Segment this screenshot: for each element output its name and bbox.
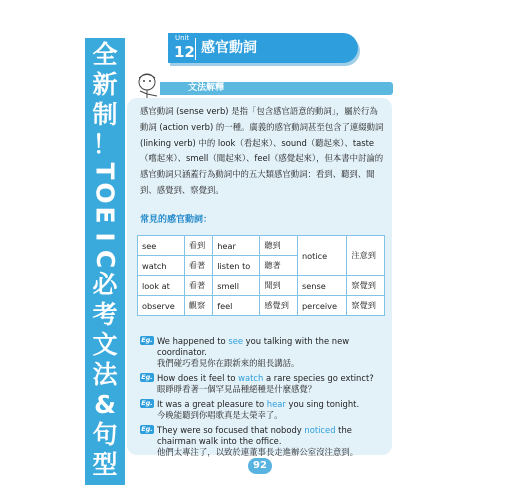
table-cell: 聽到 [260, 236, 298, 256]
table-cell: smell [213, 276, 260, 296]
eg-badge: Eg. [141, 399, 153, 407]
example-item [140, 425, 390, 458]
explanation-paragraph [140, 104, 385, 199]
side-title-char: 句 [92, 420, 118, 449]
table-cell: 察覺到 [347, 276, 385, 296]
table-cell: listen to [213, 256, 260, 276]
table-cell: observe [138, 296, 185, 316]
example-text: a rare species go extinct? [263, 373, 374, 383]
side-book-title [85, 40, 125, 480]
example-chinese: 我們碰巧看見你在跟新來的組長講話。 [157, 358, 300, 368]
example-item [140, 373, 390, 395]
side-title-char: 必 [92, 270, 118, 299]
table-cell: 注意到 [347, 236, 385, 276]
example-english [157, 336, 390, 358]
highlight-verb: noticed [304, 425, 336, 435]
eg-badge: Eg. [141, 373, 153, 381]
example-english [157, 399, 390, 410]
sense-verb-table [137, 235, 385, 316]
eg-badge: Eg. [141, 336, 153, 344]
table-cell: 聽著 [260, 256, 298, 276]
example-item [140, 336, 390, 369]
section-label: 文法解釋 [188, 83, 225, 93]
table-cell: look at [138, 276, 185, 296]
example-text: They were so focused that nobody [157, 425, 305, 435]
example-text: How does it feel to [157, 373, 239, 383]
table-cell: 察覺到 [347, 296, 385, 316]
table-cell: 聞到 [260, 276, 298, 296]
table-cell: 看著 [184, 256, 212, 276]
side-title-char: & [94, 390, 116, 419]
explanation-text: 感官動詞 (sense verb) 是指「包含感官語意的動詞」，屬於行為動詞 (action verb) 的一種。廣義的感官動詞甚至包含了連綴動詞 (linking verb) 中的 look（看起來）、sound（聽起來）、taste（嚐起來）、smell（聞起來）、feel（感覺起來），但本書中討論的感官動詞只涵蓋行為動詞中的五大類感官動詞：看到、聽到、聞到、感覺到、察覺到。 [140, 106, 384, 195]
table-cell: watch [138, 256, 185, 276]
side-title-char: 文 [92, 330, 118, 359]
highlight-verb: see [228, 336, 244, 346]
table-row [138, 296, 385, 316]
table-cell: feel [213, 296, 260, 316]
table-cell: perceive [297, 296, 346, 316]
unit-word: Unit [175, 34, 190, 42]
side-title-char: 制 [92, 100, 118, 129]
unit-title: 感官動詞 [201, 40, 257, 56]
side-title-char: 法 [92, 360, 118, 389]
side-title-char: 新 [92, 70, 118, 99]
example-text: the chairman walk into the office. [157, 425, 352, 446]
example-english [157, 373, 390, 384]
side-title-char: I [91, 232, 120, 242]
table-cell: sense [297, 276, 346, 296]
unit-number: 12 [174, 43, 195, 61]
example-chinese: 今晚能聽到你唱歌真是太榮幸了。 [157, 410, 283, 420]
example-chinese: 眼睜睜看著一個罕見品種絕種是什麼感覺？ [157, 384, 317, 394]
side-title-char: E [90, 206, 120, 224]
highlight-verb: watch [238, 373, 264, 383]
page-number: 92 [248, 458, 272, 474]
table-title: 常見的感官動詞： [140, 215, 213, 225]
side-title-char: ！ [92, 130, 118, 159]
table-cell: 看到 [184, 236, 212, 256]
table-cell: notice [297, 236, 346, 276]
example-english [157, 425, 390, 447]
example-text: We happened to [157, 336, 229, 346]
side-title-char: 全 [92, 40, 118, 69]
example-text: It was a great pleasure to [157, 399, 267, 409]
side-title-char: O [90, 182, 120, 204]
example-text: you sing tonight. [285, 399, 360, 409]
table-cell: see [138, 236, 185, 256]
side-title-char: C [90, 249, 120, 269]
side-title-char: 型 [92, 450, 118, 479]
example-text: you talking with the new coordinator. [157, 336, 350, 357]
unit-divider [195, 38, 196, 60]
table-row [138, 276, 385, 296]
eg-badge: Eg. [141, 425, 153, 433]
side-title-char: 考 [92, 300, 118, 329]
table-cell: 觀察 [184, 296, 212, 316]
unit-header-bar [168, 33, 358, 63]
table-cell: 感覺到 [260, 296, 298, 316]
example-chinese: 他們太專注了，以致於連董事長走進辦公室沒注意到。 [157, 447, 358, 457]
example-list [140, 336, 390, 462]
side-title-char: T [91, 162, 120, 180]
table-cell: 看著 [184, 276, 212, 296]
highlight-verb: hear [266, 399, 286, 409]
table-cell: hear [213, 236, 260, 256]
table-row [138, 236, 385, 256]
example-item [140, 399, 390, 421]
